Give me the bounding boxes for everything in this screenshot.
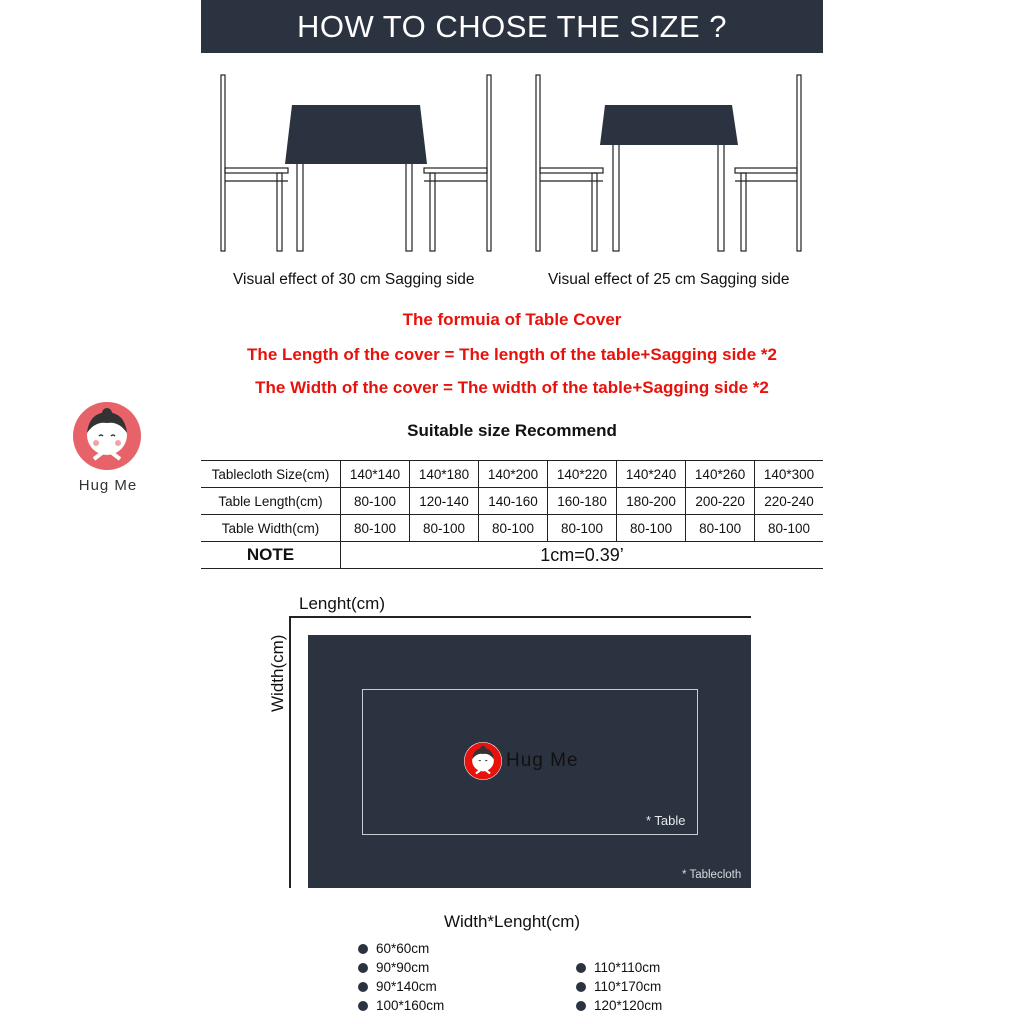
row-label: Tablecloth Size(cm) (201, 461, 341, 488)
row-label: Table Width(cm) (201, 515, 341, 542)
length-axis-label: Lenght(cm) (299, 594, 385, 613)
formula-width: The Width of the cover = The width of the table+Sagging side *2 (255, 378, 769, 397)
bullet-icon (358, 963, 368, 973)
bullet-icon (576, 1001, 586, 1011)
diagram-25cm-caption: Visual effect of 25 cm Sagging side (548, 271, 790, 288)
formula-length: The Length of the cover = The length of the table+Sagging side *2 (247, 345, 777, 364)
width-axis-label: Width(cm) (268, 634, 287, 712)
length-axis-line (291, 616, 751, 618)
title-banner (201, 0, 823, 53)
tablecloth-label: * Tablecloth (682, 869, 742, 881)
tablecloth-shape (600, 105, 738, 145)
table-cell: 120-140 (410, 488, 479, 515)
width-axis-line (289, 616, 291, 888)
size-recommend-table (201, 460, 823, 569)
list-item (358, 941, 429, 956)
bullet-icon (358, 982, 368, 992)
size-list-title: Width*Lenght(cm) (443, 912, 581, 931)
table-row (201, 461, 823, 488)
table-row (201, 488, 823, 515)
table-cell: 80-100 (410, 515, 479, 542)
size-label: 120*120cm (594, 998, 663, 1013)
size-label: 90*140cm (376, 979, 437, 994)
bullet-icon (358, 944, 368, 954)
table-cell: 80-100 (755, 515, 823, 542)
table-cell: 140*180 (410, 461, 479, 488)
table-cell: 160-180 (548, 488, 617, 515)
table-cell: 80-100 (341, 488, 410, 515)
diagram-30cm (215, 70, 500, 255)
table-row (201, 515, 823, 542)
diagram-25cm (530, 70, 815, 255)
size-label: 100*160cm (376, 998, 445, 1013)
note-value: 1cm=0.39’ (341, 542, 824, 569)
tablecloth-shape (285, 105, 427, 164)
table-cell: 80-100 (479, 515, 548, 542)
table-cell: 140*220 (548, 461, 617, 488)
brand-name: Hug Me (506, 750, 579, 771)
table-cell: 140*140 (341, 461, 410, 488)
size-label: 60*60cm (376, 941, 430, 956)
list-item (358, 979, 437, 994)
table-cell: 220-240 (755, 488, 823, 515)
table-label: * Table (646, 813, 686, 828)
table-cell: 140-160 (479, 488, 548, 515)
bullet-icon (358, 1001, 368, 1011)
table-cell: 80-100 (617, 515, 686, 542)
table-cell: 140*240 (617, 461, 686, 488)
list-item (576, 960, 660, 975)
table-cell: 140*260 (686, 461, 755, 488)
size-label: 110*110cm (594, 960, 661, 975)
size-label: 110*170cm (594, 979, 662, 994)
brand-name: Hug Me (78, 477, 138, 494)
brand-logo-icon (464, 742, 502, 780)
table-cell: 200-220 (686, 488, 755, 515)
table-cell: 80-100 (341, 515, 410, 542)
note-row (201, 542, 823, 569)
table-cell: 140*300 (755, 461, 823, 488)
formula-title: The formuia of Table Cover (402, 310, 622, 329)
bullet-icon (576, 963, 586, 973)
list-item (358, 960, 429, 975)
table-cell: 80-100 (686, 515, 755, 542)
banner-title: HOW TO CHOSE THE SIZE ? (296, 8, 728, 44)
table-cell: 140*200 (479, 461, 548, 488)
row-label: Table Length(cm) (201, 488, 341, 515)
list-item (576, 979, 661, 994)
table-cell: 180-200 (617, 488, 686, 515)
size-label: 90*90cm (376, 960, 430, 975)
bullet-icon (576, 982, 586, 992)
table-cell: 80-100 (548, 515, 617, 542)
recommend-title: Suitable size Recommend (407, 421, 617, 440)
diagram-30cm-caption: Visual effect of 30 cm Sagging side (233, 271, 475, 288)
note-label: NOTE (201, 542, 341, 569)
list-item (358, 998, 444, 1013)
list-item (576, 998, 662, 1013)
